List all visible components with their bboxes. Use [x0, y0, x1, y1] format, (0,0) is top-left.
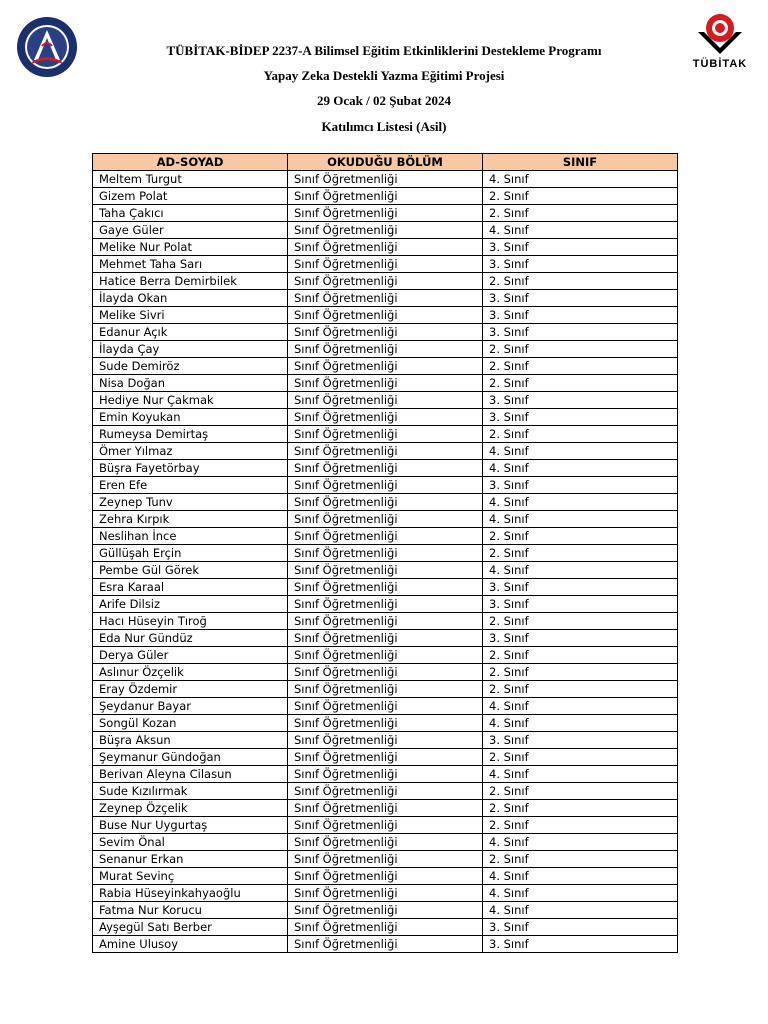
- cell-grade: 4. Sınıf: [483, 868, 678, 885]
- cell-grade: 4. Sınıf: [483, 460, 678, 477]
- table-row: [93, 579, 678, 596]
- cell-department: Sınıf Öğretmenliği: [288, 426, 483, 443]
- cell-name: Ayşegül Satı Berber: [93, 919, 288, 936]
- cell-name: Senanur Erkan: [93, 851, 288, 868]
- cell-department: Sınıf Öğretmenliği: [288, 511, 483, 528]
- table-row: [93, 205, 678, 222]
- cell-name: Aslınur Özçelik: [93, 664, 288, 681]
- cell-name: Emin Koyukan: [93, 409, 288, 426]
- cell-grade: 2. Sınıf: [483, 426, 678, 443]
- cell-name: Meltem Turgut: [93, 171, 288, 188]
- cell-name: Sude Demiröz: [93, 358, 288, 375]
- table-row: [93, 171, 678, 188]
- cell-name: Murat Sevinç: [93, 868, 288, 885]
- cell-name: Buse Nur Uygurtaş: [93, 817, 288, 834]
- table-row: [93, 936, 678, 953]
- table-row: [93, 273, 678, 290]
- cell-grade: 4. Sınıf: [483, 171, 678, 188]
- cell-department: Sınıf Öğretmenliği: [288, 273, 483, 290]
- cell-department: Sınıf Öğretmenliği: [288, 715, 483, 732]
- table-row: [93, 681, 678, 698]
- cell-department: Sınıf Öğretmenliği: [288, 579, 483, 596]
- cell-grade: 3. Sınıf: [483, 919, 678, 936]
- cell-department: Sınıf Öğretmenliği: [288, 409, 483, 426]
- cell-department: Sınıf Öğretmenliği: [288, 528, 483, 545]
- project-title: Yapay Zeka Destekli Yazma Eğitimi Projesi: [263, 68, 505, 83]
- table-row: [93, 511, 678, 528]
- cell-grade: 3. Sınıf: [483, 732, 678, 749]
- cell-department: Sınıf Öğretmenliği: [288, 562, 483, 579]
- cell-name: Şeymanur Gündoğan: [93, 749, 288, 766]
- cell-grade: 3. Sınıf: [483, 239, 678, 256]
- cell-name: Eren Efe: [93, 477, 288, 494]
- cell-name: Neslihan İnce: [93, 528, 288, 545]
- cell-name: Derya Güler: [93, 647, 288, 664]
- cell-grade: 2. Sınıf: [483, 664, 678, 681]
- cell-department: Sınıf Öğretmenliği: [288, 375, 483, 392]
- cell-grade: 4. Sınıf: [483, 885, 678, 902]
- table-row: [93, 596, 678, 613]
- cell-name: Zeynep Tunv: [93, 494, 288, 511]
- cell-department: Sınıf Öğretmenliği: [288, 851, 483, 868]
- cell-department: Sınıf Öğretmenliği: [288, 868, 483, 885]
- cell-name: İlayda Çay: [93, 341, 288, 358]
- table-row: [93, 443, 678, 460]
- cell-name: Berivan Aleyna Cilasun: [93, 766, 288, 783]
- cell-department: Sınıf Öğretmenliği: [288, 545, 483, 562]
- cell-name: Sevim Önal: [93, 834, 288, 851]
- table-row: [93, 409, 678, 426]
- cell-department: Sınıf Öğretmenliği: [288, 392, 483, 409]
- cell-department: Sınıf Öğretmenliği: [288, 205, 483, 222]
- column-header-department: OKUDUĞU BÖLÜM: [288, 154, 483, 171]
- cell-name: Zeynep Özçelik: [93, 800, 288, 817]
- table-row: [93, 528, 678, 545]
- cell-department: Sınıf Öğretmenliği: [288, 477, 483, 494]
- cell-department: Sınıf Öğretmenliği: [288, 766, 483, 783]
- column-header-grade: SINIF: [483, 154, 678, 171]
- table-row: [93, 749, 678, 766]
- cell-grade: 2. Sınıf: [483, 358, 678, 375]
- table-row: [93, 613, 678, 630]
- cell-department: Sınıf Öğretmenliği: [288, 902, 483, 919]
- table-row: [93, 885, 678, 902]
- cell-department: Sınıf Öğretmenliği: [288, 443, 483, 460]
- cell-grade: 2. Sınıf: [483, 341, 678, 358]
- table-row: [93, 630, 678, 647]
- table-row: [93, 902, 678, 919]
- cell-department: Sınıf Öğretmenliği: [288, 324, 483, 341]
- table-row: [93, 392, 678, 409]
- cell-department: Sınıf Öğretmenliği: [288, 817, 483, 834]
- table-row: [93, 290, 678, 307]
- table-header-row: [93, 154, 678, 171]
- cell-department: Sınıf Öğretmenliği: [288, 936, 483, 953]
- cell-grade: 4. Sınıf: [483, 511, 678, 528]
- cell-grade: 3. Sınıf: [483, 307, 678, 324]
- cell-name: Hacı Hüseyin Tıroğ: [93, 613, 288, 630]
- cell-department: Sınıf Öğretmenliği: [288, 885, 483, 902]
- cell-name: Nisa Doğan: [93, 375, 288, 392]
- table-row: [93, 324, 678, 341]
- table-row: [93, 817, 678, 834]
- cell-grade: 2. Sınıf: [483, 851, 678, 868]
- tubitak-logo-text: TÜBİTAK: [692, 58, 748, 70]
- cell-grade: 4. Sınıf: [483, 834, 678, 851]
- cell-name: Rabia Hüseyinkahyaoğlu: [93, 885, 288, 902]
- cell-department: Sınıf Öğretmenliği: [288, 596, 483, 613]
- cell-department: Sınıf Öğretmenliği: [288, 800, 483, 817]
- cell-department: Sınıf Öğretmenliği: [288, 341, 483, 358]
- table-row: [93, 545, 678, 562]
- cell-department: Sınıf Öğretmenliği: [288, 239, 483, 256]
- cell-department: Sınıf Öğretmenliği: [288, 613, 483, 630]
- table-row: [93, 239, 678, 256]
- cell-grade: 4. Sınıf: [483, 222, 678, 239]
- cell-grade: 2. Sınıf: [483, 783, 678, 800]
- table-row: [93, 256, 678, 273]
- cell-grade: 4. Sınıf: [483, 902, 678, 919]
- cell-grade: 4. Sınıf: [483, 443, 678, 460]
- cell-department: Sınıf Öğretmenliği: [288, 630, 483, 647]
- tubitak-logo-icon: [692, 10, 748, 74]
- cell-grade: 4. Sınıf: [483, 766, 678, 783]
- cell-department: Sınıf Öğretmenliği: [288, 171, 483, 188]
- cell-grade: 2. Sınıf: [483, 613, 678, 630]
- table-row: [93, 800, 678, 817]
- cell-department: Sınıf Öğretmenliği: [288, 188, 483, 205]
- cell-department: Sınıf Öğretmenliği: [288, 494, 483, 511]
- cell-grade: 3. Sınıf: [483, 324, 678, 341]
- table-row: [93, 715, 678, 732]
- table-row: [93, 494, 678, 511]
- cell-grade: 2. Sınıf: [483, 273, 678, 290]
- table-row: [93, 426, 678, 443]
- cell-department: Sınıf Öğretmenliği: [288, 749, 483, 766]
- cell-grade: 3. Sınıf: [483, 936, 678, 953]
- table-row: [93, 460, 678, 477]
- cell-grade: 2. Sınıf: [483, 647, 678, 664]
- table-row: [93, 868, 678, 885]
- cell-grade: 4. Sınıf: [483, 698, 678, 715]
- cell-grade: 2. Sınıf: [483, 545, 678, 562]
- cell-name: Songül Kozan: [93, 715, 288, 732]
- table-row: [93, 307, 678, 324]
- cell-department: Sınıf Öğretmenliği: [288, 681, 483, 698]
- cell-name: Pembe Gül Görek: [93, 562, 288, 579]
- cell-name: Eda Nur Gündüz: [93, 630, 288, 647]
- cell-name: Mehmet Taha Sarı: [93, 256, 288, 273]
- cell-name: Güllüşah Erçin: [93, 545, 288, 562]
- cell-grade: 2. Sınıf: [483, 375, 678, 392]
- table-row: [93, 222, 678, 239]
- cell-name: Edanur Açık: [93, 324, 288, 341]
- column-header-name: AD-SOYAD: [93, 154, 288, 171]
- table-row: [93, 188, 678, 205]
- date-range: 29 Ocak / 02 Şubat 2024: [317, 93, 451, 108]
- cell-name: İlayda Okan: [93, 290, 288, 307]
- table-row: [93, 698, 678, 715]
- table-row: [93, 647, 678, 664]
- cell-name: Büşra Fayetörbay: [93, 460, 288, 477]
- program-title: TÜBİTAK-BİDEP 2237-A Bilimsel Eğitim Etkinliklerini Destekleme Programı: [166, 43, 602, 58]
- table-row: [93, 562, 678, 579]
- cell-grade: 2. Sınıf: [483, 188, 678, 205]
- table-row: [93, 477, 678, 494]
- table-row: [93, 732, 678, 749]
- table-row: [93, 851, 678, 868]
- table-row: [93, 341, 678, 358]
- cell-department: Sınıf Öğretmenliği: [288, 222, 483, 239]
- cell-name: Fatma Nur Korucu: [93, 902, 288, 919]
- participant-table: [92, 153, 678, 953]
- cell-department: Sınıf Öğretmenliği: [288, 460, 483, 477]
- cell-department: Sınıf Öğretmenliği: [288, 290, 483, 307]
- table-row: [93, 766, 678, 783]
- cell-grade: 3. Sınıf: [483, 596, 678, 613]
- cell-name: Taha Çakıcı: [93, 205, 288, 222]
- table-row: [93, 375, 678, 392]
- cell-name: Ömer Yılmaz: [93, 443, 288, 460]
- cell-grade: 3. Sınıf: [483, 392, 678, 409]
- cell-department: Sınıf Öğretmenliği: [288, 919, 483, 936]
- cell-name: Hatice Berra Demirbilek: [93, 273, 288, 290]
- cell-name: Melike Nur Polat: [93, 239, 288, 256]
- cell-department: Sınıf Öğretmenliği: [288, 256, 483, 273]
- cell-grade: 3. Sınıf: [483, 579, 678, 596]
- cell-name: Gaye Güler: [93, 222, 288, 239]
- cell-grade: 2. Sınıf: [483, 749, 678, 766]
- cell-name: Sude Kızılırmak: [93, 783, 288, 800]
- cell-department: Sınıf Öğretmenliği: [288, 647, 483, 664]
- cell-grade: 2. Sınıf: [483, 528, 678, 545]
- table-row: [93, 834, 678, 851]
- cell-name: Rumeysa Demirtaş: [93, 426, 288, 443]
- cell-name: Esra Karaal: [93, 579, 288, 596]
- cell-grade: 2. Sınıf: [483, 817, 678, 834]
- cell-name: Şeydanur Bayar: [93, 698, 288, 715]
- cell-grade: 4. Sınıf: [483, 494, 678, 511]
- cell-name: Amine Ulusoy: [93, 936, 288, 953]
- cell-grade: 2. Sınıf: [483, 800, 678, 817]
- cell-grade: 4. Sınıf: [483, 715, 678, 732]
- cell-name: Gizem Polat: [93, 188, 288, 205]
- cell-department: Sınıf Öğretmenliği: [288, 698, 483, 715]
- cell-grade: 3. Sınıf: [483, 290, 678, 307]
- cell-name: Arife Dilsiz: [93, 596, 288, 613]
- cell-grade: 2. Sınıf: [483, 205, 678, 222]
- cell-department: Sınıf Öğretmenliği: [288, 732, 483, 749]
- cell-name: Hediye Nur Çakmak: [93, 392, 288, 409]
- cell-name: Melike Sivri: [93, 307, 288, 324]
- cell-name: Büşra Aksun: [93, 732, 288, 749]
- cell-grade: 3. Sınıf: [483, 477, 678, 494]
- cell-grade: 3. Sınıf: [483, 256, 678, 273]
- cell-department: Sınıf Öğretmenliği: [288, 834, 483, 851]
- cell-department: Sınıf Öğretmenliği: [288, 307, 483, 324]
- cell-name: Zehra Kırpık: [93, 511, 288, 528]
- cell-department: Sınıf Öğretmenliği: [288, 358, 483, 375]
- cell-grade: 2. Sınıf: [483, 681, 678, 698]
- cell-department: Sınıf Öğretmenliği: [288, 783, 483, 800]
- cell-grade: 3. Sınıf: [483, 630, 678, 647]
- table-row: [93, 783, 678, 800]
- cell-grade: 4. Sınıf: [483, 562, 678, 579]
- list-title: Katılımcı Listesi (Asil): [321, 119, 447, 134]
- table-row: [93, 664, 678, 681]
- table-row: [93, 358, 678, 375]
- cell-name: Eray Özdemir: [93, 681, 288, 698]
- cell-department: Sınıf Öğretmenliği: [288, 664, 483, 681]
- table-row: [93, 919, 678, 936]
- cell-grade: 3. Sınıf: [483, 409, 678, 426]
